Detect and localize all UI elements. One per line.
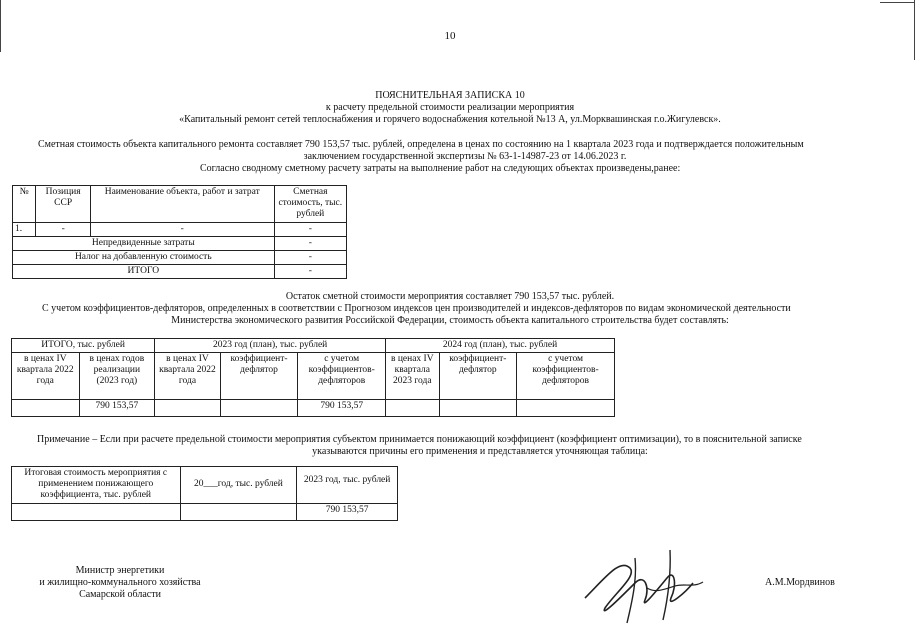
table-cell: [12, 504, 181, 521]
table-header-cell: в ценах IV квартала 2023 года: [386, 352, 439, 399]
document-subtitle-1: к расчету предельной стоимости реализации мероприятия: [325, 102, 575, 113]
table-cell: 790 153,57: [297, 504, 398, 521]
table-cell: [180, 504, 297, 521]
document-subtitle-2: «Капитальный ремонт сетей теплоснабжения и горячего водоснабжения котельной №13 А, ул.Морквашинская г.о.Жигулевск».: [179, 114, 721, 125]
signatory-title-line1: Министр энергетики: [75, 565, 165, 576]
table-header-row: [13, 186, 347, 223]
table-cell: [12, 399, 80, 416]
table-cell: -: [274, 264, 346, 278]
table-cell: [220, 399, 298, 416]
table-cell: -: [274, 250, 346, 264]
table-header-cell: Наименование объекта, работ и затрат: [90, 186, 274, 223]
table-cell: -: [36, 223, 91, 237]
signatory-title-line2: и жилищно-коммунального хозяйства: [39, 577, 201, 588]
table-header-cell: с учетом коэффициентов-дефляторов: [517, 352, 615, 399]
table-header-row: [12, 467, 398, 504]
previous-works-table: [12, 185, 347, 279]
handwritten-signature: [575, 538, 725, 628]
table-row: [12, 504, 398, 521]
note-line1: Примечание – Если при расчете предельной стоимости мероприятия субъектом принимается понижающий коэффициент (коэффициент оптимизации), то в пояснительной записке: [37, 434, 802, 445]
table-header-cell: в ценах IV квартала 2022 года: [155, 352, 221, 399]
table-header-cell: №: [13, 186, 36, 223]
table-row: [13, 264, 347, 278]
table-cell: 1.: [13, 223, 36, 237]
table-cell: ИТОГО: [13, 264, 275, 278]
page-number: 10: [444, 30, 456, 42]
table-row: [13, 223, 347, 237]
note-line2: указываются причины его применения и представляется уточняющая таблица:: [312, 446, 648, 457]
table-cell: [155, 399, 221, 416]
table-header-cell: 20___год, тыс. рублей: [180, 467, 297, 504]
table-header-cell: Сметная стоимость, тыс. рублей: [274, 186, 346, 223]
table-header-cell: с учетом коэффициентов-дефляторов: [298, 352, 386, 399]
paragraph-deflators-line2: Министерства экономического развития Российской Федерации, стоимость объекта капитального строительства будет составлять:: [171, 315, 729, 326]
table-cell: -: [274, 236, 346, 250]
table-row: [13, 250, 347, 264]
signatory-title-line3: Самарской области: [79, 589, 161, 600]
table-cell: [517, 399, 615, 416]
signatory-name: А.М.Мордвинов: [765, 577, 835, 588]
table-header-row: [12, 339, 615, 353]
table-header-cell: в ценах годов реализации (2023 год): [79, 352, 155, 399]
table-header-cell: коэффициент-дефлятор: [220, 352, 298, 399]
table-header-cell: ИТОГО, тыс. рублей: [12, 339, 155, 353]
scan-edge-top-right: [880, 2, 914, 3]
table-header-cell: Итоговая стоимость мероприятия с применением понижающего коэффициента, тыс. рублей: [12, 467, 181, 504]
table-cell: -: [274, 223, 346, 237]
optimization-table: [11, 466, 398, 521]
table-row: [12, 399, 615, 416]
paragraph-deflators-line1: С учетом коэффициентов-дефляторов, определенных в соответствии с Прогнозом индексов цен производителей и индексов-дефляторов по видам экономической деятельности: [42, 303, 791, 314]
table-header-cell: 2023 год (план), тыс. рублей: [155, 339, 386, 353]
document-title: ПОЯСНИТЕЛЬНАЯ ЗАПИСКА 10: [375, 90, 525, 101]
scan-edge-left: [0, 0, 1, 52]
scan-edge-right: [914, 0, 915, 60]
table-cell: Налог на добавленную стоимость: [13, 250, 275, 264]
paragraph-estimate-line1: Сметная стоимость объекта капитального ремонта составляет 790 153,57 тыс. рублей, определена в ценах по состоянию на 1 квартала 2023 года и подтверждается положительным: [38, 139, 804, 150]
table-cell: Непредвиденные затраты: [13, 236, 275, 250]
deflator-cost-table: [11, 338, 615, 417]
table-header-cell: Позиция ССР: [36, 186, 91, 223]
table-header-row: [12, 352, 615, 399]
table-header-cell: коэффициент-дефлятор: [439, 352, 517, 399]
table-header-cell: 2023 год, тыс. рублей: [297, 467, 398, 504]
table-cell: 790 153,57: [79, 399, 155, 416]
table-cell: 790 153,57: [298, 399, 386, 416]
paragraph-previous-works: Согласно сводному сметному расчету затраты на выполнение работ на следующих объектах произведены,ранее:: [200, 163, 681, 174]
table-cell: -: [90, 223, 274, 237]
table-header-cell: 2024 год (план), тыс. рублей: [386, 339, 615, 353]
table-cell: [386, 399, 439, 416]
table-header-cell: в ценах IV квартала 2022 года: [12, 352, 80, 399]
remainder-text: Остаток сметной стоимости мероприятия составляет 790 153,57 тыс. рублей.: [285, 291, 615, 302]
table-row: [13, 236, 347, 250]
paragraph-estimate-line2: заключением государственной экспертизы № 63-1-14987-23 от 14.06.2023 г.: [303, 151, 627, 162]
table-cell: [439, 399, 517, 416]
